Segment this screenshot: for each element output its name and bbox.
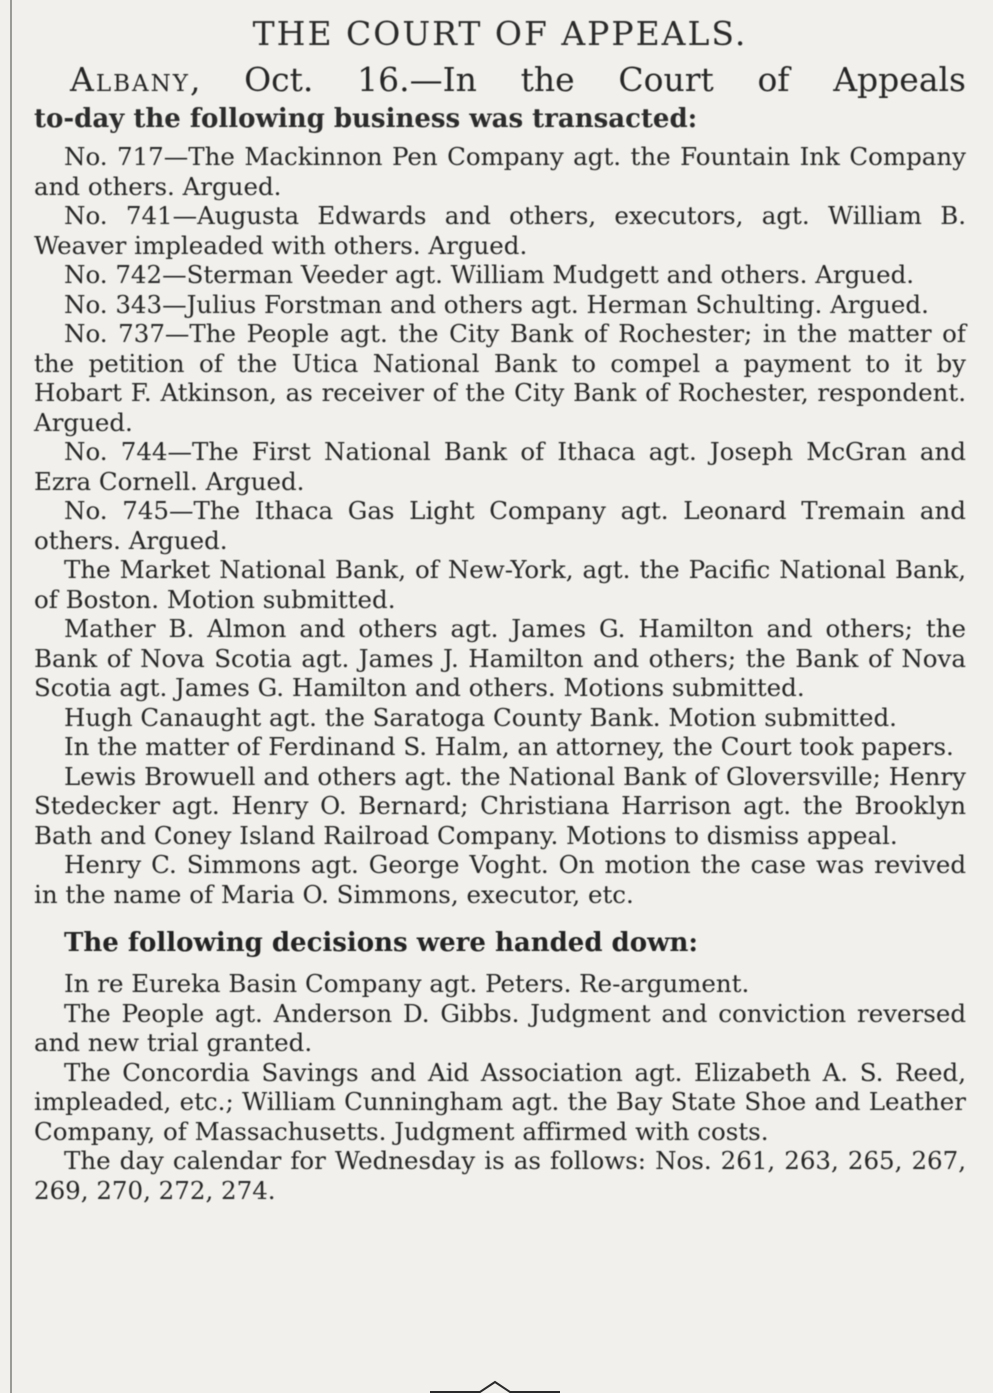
business-list [34, 142, 966, 909]
business-entry: No. 742—Sterman Veeder agt. William Mudgett and others. Argued. [64, 260, 915, 289]
dateline-city: Albany [70, 60, 190, 99]
business-entry: Hugh Canaught agt. the Saratoga County Bank. Motion submitted. [64, 702, 897, 732]
intro-line: to-day the following business was transacted: [34, 104, 698, 134]
business-entry: No. 343—Julius Forstman and others agt. Herman Schulting. Argued. [64, 289, 929, 319]
business-entry: In the matter of Ferdinand S. Halm, an attorney, the Court took papers. [64, 732, 954, 761]
decision-entry: The People agt. Anderson D. Gibbs. Judgment and conviction reversed and new trial granted. [34, 998, 966, 1057]
business-entry: No. 741—Augusta Edwards and others, executors, agt. William B. Weaver impleaded with others. Argued. [34, 201, 966, 260]
decision-entry: The Concordia Savings and Aid Association agt. Elizabeth A. S. Reed, impleaded, etc.; William Cunningham agt. the Bay State Shoe and Leather Company, of Massachusetts. Judgment affirmed with costs. [34, 1057, 966, 1146]
business-entry: Mather B. Almon and others agt. James G. Hamilton and others; the Bank of Nova Scotia agt. James J. Hamilton and others; the Bank of Nova Scotia agt. James G. Hamilton and others. Motions submitted. [34, 614, 966, 702]
business-entry: No. 717—The Mackinnon Pen Company agt. the Fountain Ink Company and others. Argued. [34, 142, 966, 201]
decisions-heading: The following decisions were handed down: [64, 928, 698, 958]
decisions-list [34, 969, 966, 1205]
headline: THE COURT OF APPEALS. [252, 14, 748, 53]
dateline [34, 57, 966, 102]
business-entry: Lewis Browuell and others agt. the National Bank of Gloversville; Henry Stedecker agt. Henry O. Bernard; Christiana Harrison agt. the Brooklyn Bath and Coney Island Railroad Company. Motions to dismiss appeal. [34, 761, 966, 850]
business-entry: No. 745—The Ithaca Gas Light Company agt. Leonard Tremain and others. Argued. [34, 496, 966, 555]
column-rule [10, 0, 12, 1393]
business-entry: No. 737—The People agt. the City Bank of Rochester; in the matter of the petition of the Utica National Bank to compel a payment to it by Hobart F. Atkinson, as receiver of the City Bank of Rochester, respondent. Argued. [34, 319, 966, 437]
decision-entry: In re Eureka Basin Company agt. Peters. Re-argument. [64, 969, 750, 998]
dateline-rest: , Oct. 16.—In the Court of Appeals [189, 60, 966, 99]
business-entry: Henry C. Simmons agt. George Voght. On motion the case was revived in the name of Maria O. Simmons, executor, etc. [34, 850, 966, 909]
business-entry: The Market National Bank, of New-York, agt. the Pacific National Bank, of Boston. Motion submitted. [34, 555, 966, 614]
business-entry: No. 744—The First National Bank of Ithaca agt. Joseph McGran and Ezra Cornell. Argued. [34, 437, 966, 496]
bottom-rule-ornament [430, 1380, 560, 1393]
decision-entry: The day calendar for Wednesday is as follows: Nos. 261, 263, 265, 267, 269, 270, 272, 274. [34, 1146, 966, 1205]
article [34, 14, 966, 1205]
